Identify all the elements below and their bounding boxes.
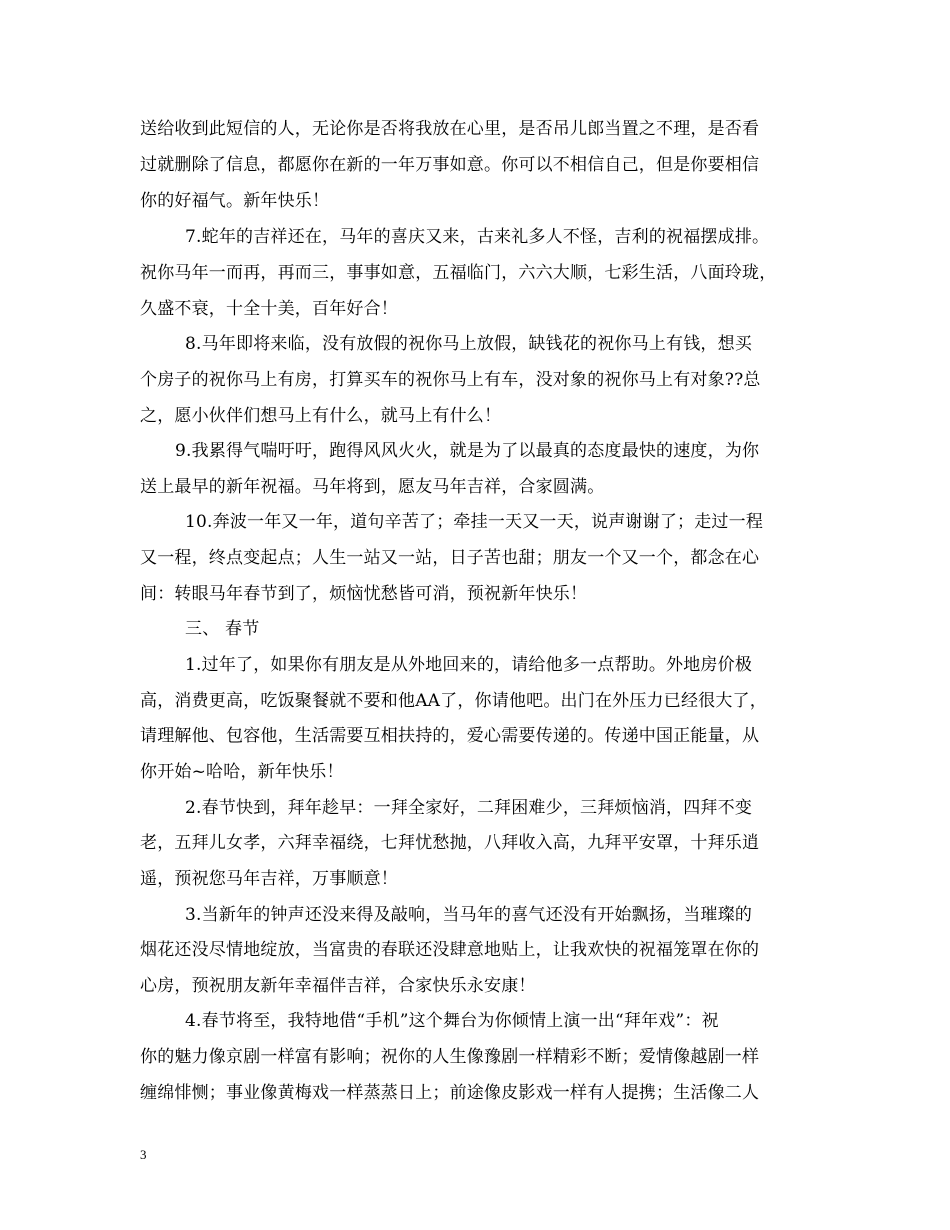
page-number: 3	[140, 1147, 147, 1162]
paragraph-start: 4.春节将至，我特地借“手机”这个舞台为你倾情上演一出“拜年戏”：祝	[185, 1011, 719, 1031]
text-line: 烟花还没尽情地绽放，当富贵的春联还没肆意地贴上，让我欢快的祝福笼罩在你的	[140, 940, 760, 960]
text-line: 心房，预祝朋友新年幸福伴吉祥，合家快乐永安康！	[140, 976, 536, 996]
section-heading: 三、 春节	[185, 619, 260, 639]
paragraph-start: 2.春节快到，拜年趁早：一拜全家好，二拜困难少，三拜烦恼消，四拜不变	[185, 798, 753, 818]
text-line: 之，愿小伙伴们想马上有什么，就马上有什么！	[140, 406, 502, 426]
text-line: 又一程，终点变起点；人生一站又一站，日子苦也甜；朋友一个又一个，都念在心	[140, 548, 760, 568]
paragraph-start: 10.奔波一年又一年，道句辛苦了；牵挂一天又一天，说声谢谢了；走过一程	[185, 512, 764, 532]
paragraph-start: 3.当新年的钟声还没来得及敲响，当马年的喜气还没有开始飘扬，当璀璨的	[185, 905, 753, 925]
text-line: 请理解他、包容他，生活需要互相扶持的，爱心需要传递的。传递中国正能量，从	[140, 726, 760, 746]
text-line: 高，消费更高，吃饭聚餐就不要和他AA了，你请他吧。出门在外压力已经很大了，	[140, 691, 767, 711]
paragraph-start: 7.蛇年的吉祥还在，马年的喜庆又来，古来礼多人不怪，吉利的祝福摆成排。	[185, 227, 770, 247]
text-line: 遥，预祝您马年吉祥，万事顺意！	[140, 869, 398, 889]
text-line: 缠绵悱恻；事业像黄梅戏一样蒸蒸日上；前途像皮影戏一样有人提携；生活像二人	[140, 1083, 760, 1103]
text-line: 你的魅力像京剧一样富有影响；祝你的人生像豫剧一样精彩不断；爱情像越剧一样	[140, 1047, 760, 1067]
text-line: 送上最早的新年祝福。马年将到，愿友马年吉祥，合家圆满。	[140, 477, 605, 497]
text-line: 你开始~哈哈，新年快乐！	[140, 762, 344, 782]
text-line: 你的好福气。新年快乐！	[140, 191, 330, 211]
text-line: 送给收到此短信的人，无论你是否将我放在心里，是否吊儿郎当置之不理，是否看	[140, 119, 760, 139]
text-line: 老，五拜儿女孝，六拜幸福绕，七拜忧愁抛，八拜收入高，九拜平安罩，十拜乐逍	[140, 833, 760, 853]
text-line: 久盛不衰，十全十美，百年好合！	[140, 299, 398, 319]
paragraph-start: 1.过年了，如果你有朋友是从外地回来的，请给他多一点帮助。外地房价极	[185, 655, 753, 675]
text-line: 个房子的祝你马上有房，打算买车的祝你马上有车，没对象的祝你马上有对象??总	[140, 370, 761, 390]
text-line: 过就删除了信息，都愿你在新的一年万事如意。你可以不相信自己，但是你要相信	[140, 155, 760, 175]
text-line: 祝你马年一而再，再而三，事事如意，五福临门，六六大顺，七彩生活，八面玲珑，	[140, 263, 777, 283]
paragraph-start: 8.马年即将来临，没有放假的祝你马上放假，缺钱花的祝你马上有钱，想买	[185, 334, 753, 354]
text-line: 间：转眼马年春节到了，烦恼忧愁皆可消，预祝新年快乐！	[140, 584, 588, 604]
paragraph-start: 9.我累得气喘吁吁，跑得风风火火，就是为了以最真的态度最快的速度，为你	[175, 441, 760, 461]
